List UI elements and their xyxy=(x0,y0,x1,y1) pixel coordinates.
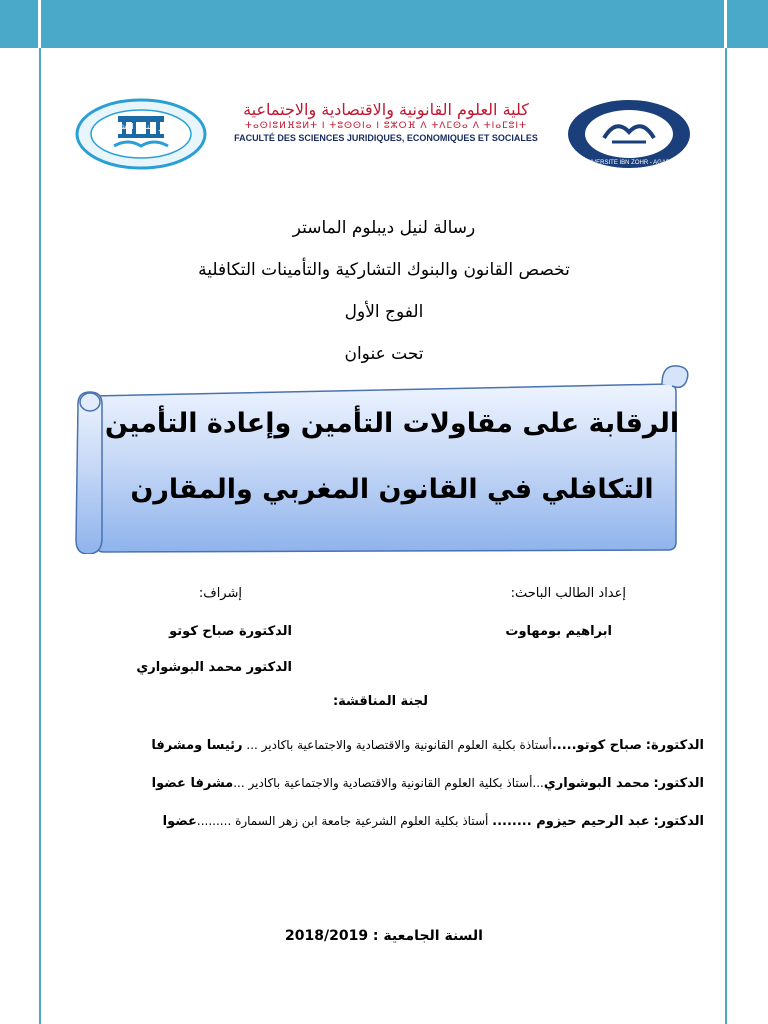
specialization-line: تخصص القانون والبنوك التشاركية والتأمينات التكافلية xyxy=(198,260,570,280)
faculty-name-tifinagh: ⵜⴰⵙⵏⵓⵍⴼⵓⵍⵜ ⵏ ⵜⵓⵙⵙⵏⴰ ⵏ ⵓⵣⵔⴼ ⴷ ⵜⴷⵎⵙⴰ ⴷ ⵜⵏⴰⵎⵓⵏⵜ xyxy=(245,121,527,131)
member-desc: أستاذة بكلية العلوم القانونية والاقتصادية والاجتماعية باكادير ... xyxy=(246,738,552,752)
frame-line-left xyxy=(39,48,41,1024)
member-role: رئيسا ومشرفا xyxy=(151,738,243,753)
under-title-line: تحت عنوان xyxy=(344,344,424,364)
member-title: الدكتور: xyxy=(653,776,704,791)
prepared-by-label: إعداد الطالب الباحث: xyxy=(510,586,626,601)
supervisor-2: الدكتور محمد البوشواري xyxy=(136,660,292,675)
supervisor-1: الدكتورة صباح كوتو xyxy=(169,624,292,639)
student-name: ابراهيم بومهاوت xyxy=(505,624,612,639)
member-title: الدكتورة: xyxy=(645,738,704,753)
logo-inner-text: ماستر البنوك التشاركية xyxy=(102,122,180,131)
committee-label: لجنة المناقشة: xyxy=(332,694,428,709)
band-divider-left xyxy=(38,0,41,48)
member-role: عضوا xyxy=(162,814,197,829)
member-name: محمد البوشواري xyxy=(543,776,650,791)
header-band xyxy=(0,0,768,48)
title-scroll-banner xyxy=(72,360,696,554)
seal-ring-text: UNIVERSITE IBN ZOHR - AGADIR xyxy=(581,160,677,166)
frame-line-right xyxy=(725,48,727,1024)
thesis-title-line1: الرقابة على مقاولات التأمين وإعادة التأمين xyxy=(104,408,680,439)
member-desc: ...أستاذ بكلية العلوم القانونية والاقتصادية والاجتماعية باكادير ... xyxy=(233,776,544,790)
supervision-label: إشراف: xyxy=(198,586,242,601)
member-name: صباح كوتو..... xyxy=(551,738,642,753)
committee-member-1 xyxy=(151,738,704,753)
faculty-name-arabic: كلية العلوم القانونية والاقتصادية والاجتماعية xyxy=(243,100,529,119)
faculty-logo xyxy=(214,100,558,154)
university-ibn-zohr-seal xyxy=(566,98,692,170)
member-desc: أستاذ بكلية العلوم الشرعية جامعة ابن زهر السمارة ......... xyxy=(196,814,489,828)
committee-member-2 xyxy=(152,776,704,791)
diploma-line: رسالة لنيل ديبلوم الماستر xyxy=(292,218,476,238)
member-name: عبد الرحيم حيزوم ........ xyxy=(492,814,650,829)
cohort-line: الفوج الأول xyxy=(344,302,424,322)
member-title: الدكتور: xyxy=(653,814,704,829)
band-divider-right xyxy=(724,0,727,48)
islamic-banks-logo xyxy=(74,98,208,170)
academic-year: السنة الجامعية : 2018/2019 xyxy=(285,928,483,944)
faculty-name-french: FACULTÉ DES SCIENCES JURIDIQUES, ECONOMIQUES ET SOCIALES xyxy=(234,133,538,143)
thesis-title-line2: التكافلي في القانون المغربي والمقارن xyxy=(130,474,654,505)
member-role: مشرفا عضوا xyxy=(151,776,234,791)
committee-member-3 xyxy=(163,814,704,829)
